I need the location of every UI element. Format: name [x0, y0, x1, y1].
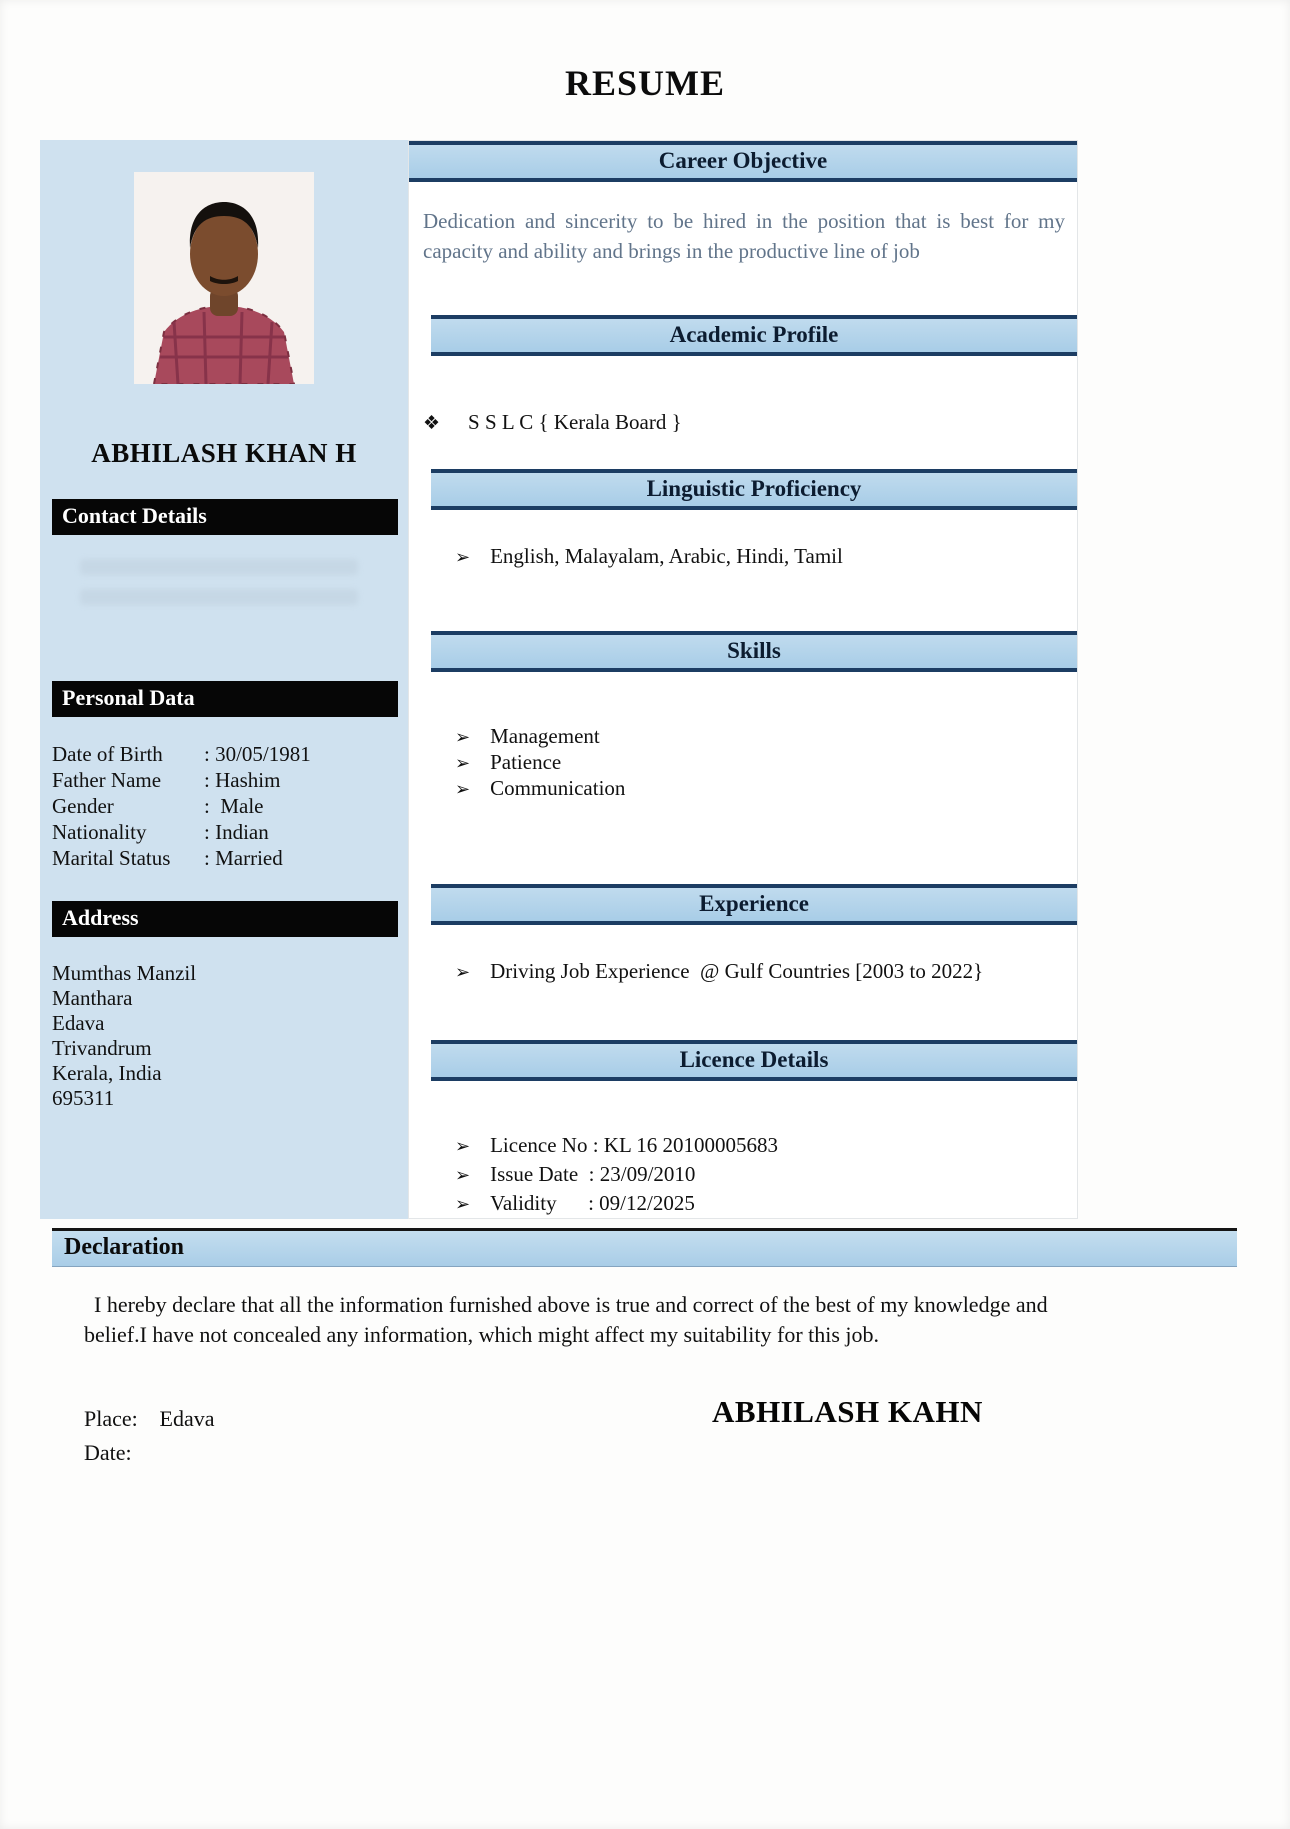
personal-row	[52, 845, 400, 871]
personal-data-header: Personal Data	[52, 681, 398, 717]
licence-item-text: Validity : 09/12/2025	[490, 1190, 695, 1215]
section-header-skills: Skills	[431, 631, 1077, 672]
signature-name: ABHILASH KAHN	[712, 1394, 983, 1429]
personal-row	[52, 741, 400, 767]
place-value: Edava	[159, 1406, 215, 1431]
personal-row	[52, 767, 400, 793]
linguistic-item	[423, 544, 1077, 569]
licence-list	[409, 1131, 1077, 1218]
career-objective-text: Dedication and sincerity to be hired in the position that is best for my capacity and ability and brings in the productive line of job	[423, 209, 1065, 264]
experience-item-text: Driving Job Experience @ Gulf Countries [2003 to 2022}	[490, 958, 984, 983]
page-title: RESUME	[564, 63, 726, 103]
arrow-bullet-icon: ➢	[455, 1164, 471, 1185]
address-line: Edava	[52, 1011, 105, 1035]
academic-item-text: S S L C { Kerala Board }	[468, 409, 682, 434]
address-line: Manthara	[52, 986, 133, 1010]
personal-label: Father Name	[52, 768, 162, 792]
arrow-bullet-icon: ➢	[455, 778, 471, 799]
address-line: Mumthas Manzil	[52, 961, 197, 985]
place-line	[84, 1402, 214, 1436]
licence-item-text: Licence No : KL 16 20100005683	[490, 1132, 779, 1157]
address-header: Address	[52, 901, 398, 937]
personal-label: Marital Status	[52, 846, 171, 870]
arrow-bullet-icon: ➢	[455, 961, 471, 982]
licence-item	[423, 1189, 1077, 1218]
personal-data-list	[52, 741, 400, 871]
redacted-line	[80, 559, 358, 575]
academic-item	[423, 410, 1077, 435]
skill-item-text: Communication	[490, 775, 626, 800]
arrow-bullet-icon: ➢	[455, 752, 471, 773]
personal-row	[52, 819, 400, 845]
arrow-bullet-icon: ➢	[455, 546, 471, 567]
personal-label: Date of Birth	[52, 742, 163, 766]
licence-item	[423, 1160, 1077, 1189]
skill-item-text: Patience	[490, 749, 562, 774]
personal-label: Nationality	[52, 820, 147, 844]
personal-label: Gender	[52, 794, 114, 818]
section-header-linguistic-proficiency: Linguistic Proficiency	[431, 469, 1077, 510]
arrow-bullet-icon: ➢	[455, 1193, 471, 1214]
skill-item	[423, 750, 1077, 776]
linguistic-item-text: English, Malayalam, Arabic, Hindi, Tamil	[490, 543, 843, 568]
experience-item	[423, 959, 1077, 984]
personal-row	[52, 793, 400, 819]
skills-list	[409, 724, 1077, 802]
place-label: Place:	[84, 1406, 138, 1431]
address-line: Kerala, India	[52, 1061, 162, 1085]
candidate-name: ABHILASH KHAN H	[91, 438, 357, 468]
arrow-bullet-icon: ➢	[455, 1135, 471, 1156]
licence-item	[423, 1131, 1077, 1160]
contact-details-header: Contact Details	[52, 499, 398, 535]
section-header-licence-details: Licence Details	[431, 1040, 1077, 1081]
skill-item-text: Management	[490, 723, 600, 748]
place-date-block	[84, 1402, 214, 1470]
redacted-line	[80, 589, 358, 605]
resume-columns	[40, 140, 1078, 1219]
licence-item-text: Issue Date : 23/09/2010	[490, 1161, 696, 1186]
declaration-text: I hereby declare that all the information furnished above is true and correct of the best of my knowledge and belief.I have not concealed any information, which might affect my suitability for this job.	[84, 1292, 1048, 1347]
address-block	[52, 961, 400, 1111]
personal-value: : 30/05/1981	[204, 742, 311, 766]
address-line: 695311	[52, 1086, 115, 1110]
skill-item	[423, 776, 1077, 802]
main-column	[408, 140, 1078, 1219]
arrow-bullet-icon: ➢	[455, 726, 471, 747]
declaration-header: Declaration	[52, 1228, 1237, 1267]
section-header-academic-profile: Academic Profile	[431, 315, 1077, 356]
section-header-career-objective: Career Objective	[409, 141, 1077, 182]
skill-item	[423, 724, 1077, 750]
personal-value: : Hashim	[204, 768, 281, 792]
date-label: Date:	[84, 1440, 132, 1465]
sidebar	[40, 140, 408, 1219]
date-line	[84, 1436, 214, 1470]
section-header-experience: Experience	[431, 884, 1077, 925]
portrait-photo	[134, 172, 314, 384]
personal-value: : Married	[204, 846, 283, 870]
diamond-bullet-icon: ❖	[423, 412, 441, 434]
address-line: Trivandrum	[52, 1036, 152, 1060]
personal-value: : Male	[204, 794, 264, 818]
redacted-contact-info	[80, 559, 358, 623]
personal-value: : Indian	[204, 820, 269, 844]
